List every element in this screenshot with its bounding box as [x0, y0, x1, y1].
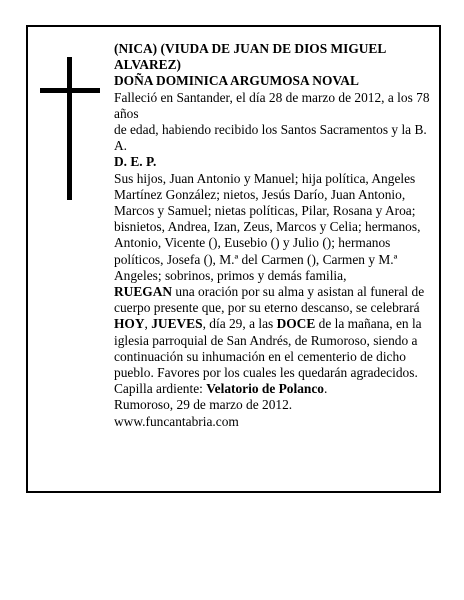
rip-line: D. E. P. [114, 154, 157, 170]
cross-vertical-bar [67, 57, 72, 200]
cross-icon [40, 57, 100, 200]
request-text-4: de la mañana, en la iglesia parroquial de San Andrés, de Rumoroso, siendo a continuación su inhumación en el cementerio de dicho pueblo. Favores por los cuales les quedarán agradecidos. [114, 316, 422, 381]
obituary-notice [26, 25, 441, 493]
ruegan-word: RUEGAN [114, 284, 173, 300]
chapel-label: Capilla ardiente: [114, 381, 207, 397]
website-text: www.funcantabria.com [114, 413, 239, 429]
death-line-1: Falleció en Santander, el día 28 de marzo de 2012, a los 78 años [114, 89, 430, 121]
chapel-name: Velatorio de Polanco [206, 381, 324, 397]
chapel-line [114, 381, 434, 397]
request-text-2: , [144, 316, 152, 332]
hoy-word: HOY [114, 316, 145, 332]
cross-horizontal-bar [40, 88, 100, 93]
obituary-text [114, 41, 434, 430]
notice-header: (NICA) (VIUDA DE JUAN DE DIOS MIGUEL ALVAREZ) [114, 41, 386, 73]
jueves-word: JUEVES [151, 316, 203, 332]
death-line-2: de edad, habiendo recibido los Santos Sacramentos y la B. A. [114, 122, 427, 154]
deceased-name: DOÑA DOMINICA ARGUMOSA NOVAL [114, 73, 359, 89]
request-paragraph [114, 284, 434, 381]
request-text-1: una oración por su alma y asistan al funeral de cuerpo presente que, por su eterno descanso, se celebrará [114, 284, 425, 316]
doce-word: DOCE [276, 316, 316, 332]
place-date: Rumoroso, 29 de marzo de 2012. [114, 397, 293, 413]
family-paragraph: Sus hijos, Juan Antonio y Manuel; hija política, Angeles Martínez González; nietos, Jesús Darío, Juan Antonio, Marcos y Samuel; nietas políticas, Pilar, Rosana y Aroa; bisnietos, Andrea, Izan, Zeus, Marcos y Celia; hermanos, Antonio, Vicente (), Eusebio () y Julio (); hermanos políticos, Josefa (), M.ª del Carmen (), Carmen y M.ª Angeles; sobrinos, primos y demás familia, [114, 170, 421, 283]
request-text-3: , día 29, a las [202, 316, 277, 332]
chapel-end: . [324, 381, 328, 397]
